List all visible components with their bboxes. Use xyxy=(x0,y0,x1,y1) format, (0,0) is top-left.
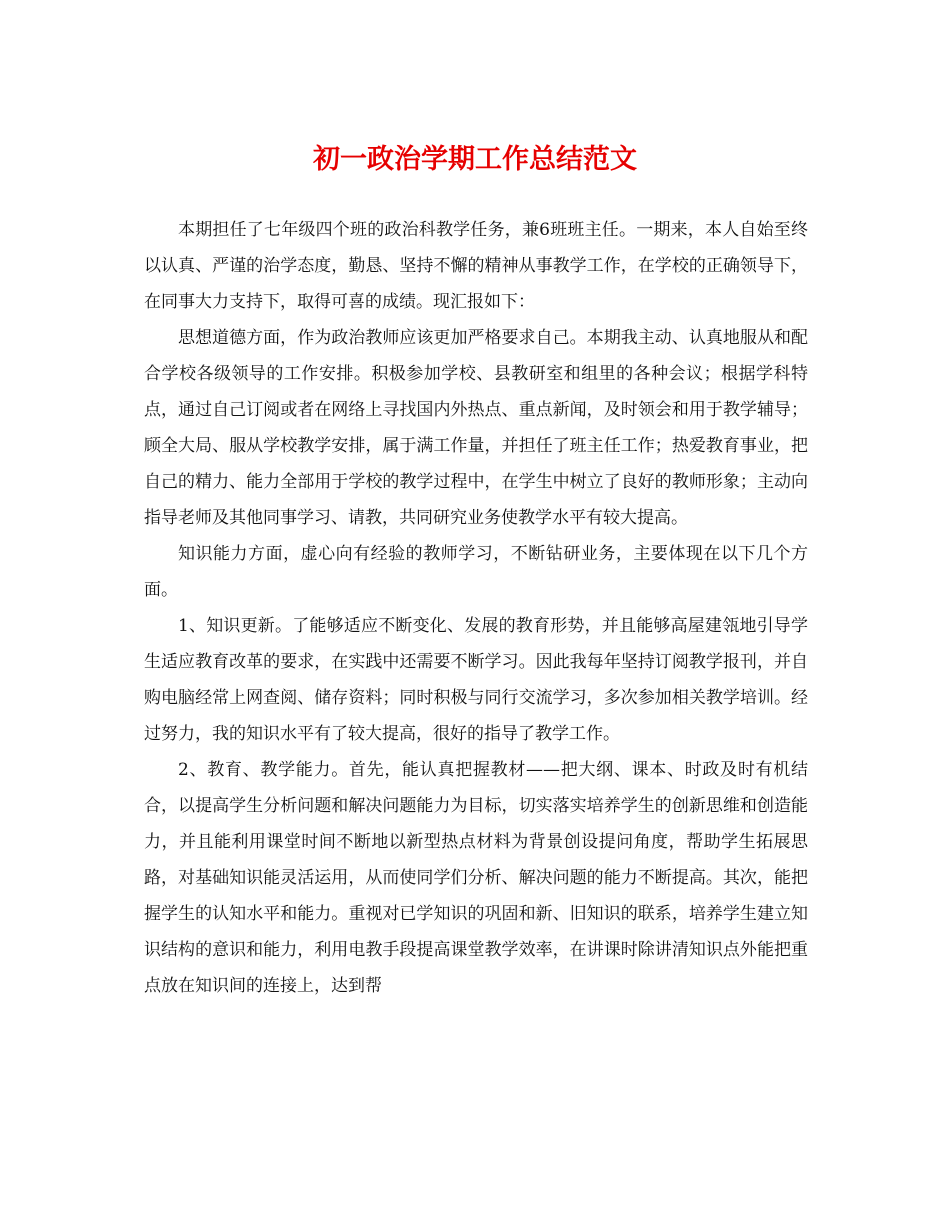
paragraph-intro: 本期担任了七年级四个班的政治科教学任务，兼6班班主任。一期来，本人自始至终以认真、严谨的治学态度，勤恳、坚持不懈的精神从事教学工作，在学校的正确领导下，在同事大力支持下，取得可喜的成绩。现汇报如下： xyxy=(144,220,808,312)
paragraph-item-1: 1、知识更新。了能够适应不断变化、发展的教育形势，并且能够高屋建瓴地引导学生适应教育改革的要求，在实践中还需要不断学习。因此我每年坚持订阅教学报刊，并自购电脑经常上网查阅、储存资料；同时积极与同行交流学习，多次参加相关教学培训。经过努力，我的知识水平有了较大提高，很好的指导了教学工作。 xyxy=(144,616,808,744)
paragraph-item-2: 2、教育、教学能力。首先，能认真把握教材——把大纲、课本、时政及时有机结合，以提高学生分析问题和解决问题能力为目标，切实落实培养学生的创新思维和创造能力，并且能利用课堂时间不断地以新型热点材料为背景创设提问角度，帮助学生拓展思路，对基础知识能灵活运用，从而使同学们分析、解决问题的能力不断提高。其次，能把握学生的认知水平和能力。重视对已学知识的巩固和新、旧知识的联系，培养学生建立知识结构的意识和能力，利用电教手段提高课堂教学效率，在讲课时除讲清知识点外能把重点放在知识间的连接上，达到帮 xyxy=(144,760,808,996)
document-body xyxy=(144,212,808,1004)
paragraph-knowledge: 知识能力方面，虚心向有经验的教师学习，不断钻研业务，主要体现在以下几个方面。 xyxy=(144,544,808,600)
paragraph-moral: 思想道德方面，作为政治教师应该更加严格要求自己。本期我主动、认真地服从和配合学校各级领导的工作安排。积极参加学校、县教研室和组里的各种会议；根据学科特点，通过自己订阅或者在网络上寻找国内外热点、重点新闻，及时领会和用于教学辅导；顾全大局、服从学校教学安排，属于满工作量，并担任了班主任工作；热爱教育事业，把自己的精力、能力全部用于学校的教学过程中，在学生中树立了良好的教师形象；主动向指导老师及其他同事学习、请教，共同研究业务使教学水平有较大提高。 xyxy=(144,328,808,528)
document-title: 初一政治学期工作总结范文 xyxy=(313,144,637,175)
